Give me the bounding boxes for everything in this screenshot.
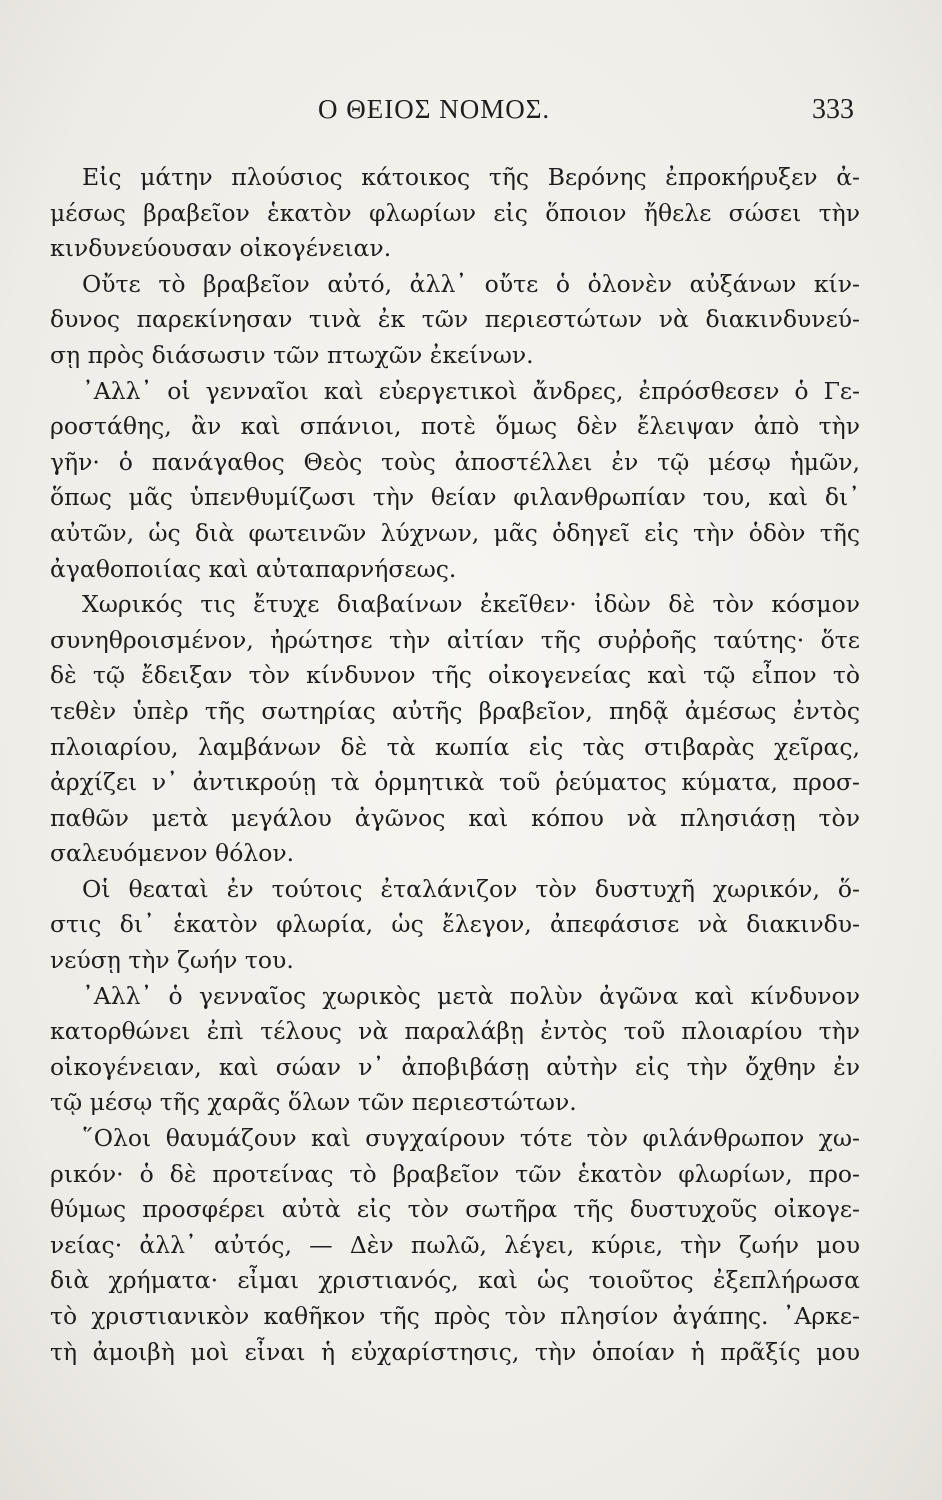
text-line: ὅπως μᾶς ὑπενθυμίζωσι τὴν θείαν φιλανθρωπίαν του, καὶ δι᾽ bbox=[50, 483, 860, 512]
page-header bbox=[0, 94, 942, 134]
text-line: ᾽Αλλ᾽ ὁ γενναῖος χωρικὸς μετὰ πολὺν ἀγῶνα καὶ κίνδυνον bbox=[82, 981, 860, 1010]
text-line: τὴ ἀμοιβὴ μοὶ εἶναι ἡ εὐχαρίστησις, τὴν ὁποίαν ἡ πρᾶξίς μου bbox=[50, 1337, 860, 1366]
text-line: γῆν· ὁ πανάγαθος Θεὸς τοὺς ἀποστέλλει ἐν τῷ μέσῳ ἡμῶν, bbox=[50, 447, 860, 476]
text-line: Οὔτε τὸ βραβεῖον αὐτό, ἀλλ᾽ οὔτε ὁ ὁλονὲν αὐξάνων κίν- bbox=[82, 269, 860, 298]
text-line: ἀρχίζει ν᾽ ἀντικρούῃ τὰ ὁρμητικὰ τοῦ ῥεύματος κύματα, προσ- bbox=[50, 768, 860, 797]
text-line: αὐτῶν, ὡς διὰ φωτεινῶν λύχνων, μᾶς ὁδηγεῖ εἰς τὴν ὁδὸν τῆς bbox=[50, 518, 860, 547]
text-line: Οἱ θεαταὶ ἐν τούτοις ἐταλάνιζον τὸν δυστυχῆ χωρικόν, ὅ- bbox=[82, 874, 860, 903]
text-line: Εἰς μάτην πλούσιος κάτοικος τῆς Βερόνης ἐπροκήρυξεν ἀ- bbox=[82, 163, 860, 191]
text-line: κατορθώνει ἐπὶ τέλους νὰ παραλάβῃ ἐντὸς τοῦ πλοιαρίου τὴν bbox=[50, 1017, 860, 1046]
text-line: Χωρικός τις ἔτυχε διαβαίνων ἐκεῖθεν· ἰδὼν δὲ τὸν κόσμον bbox=[82, 590, 860, 619]
text-line: τεθὲν ὑπὲρ τῆς σωτηρίας αὐτῆς βραβεῖον, πηδᾷ ἀμέσως ἐντὸς bbox=[50, 696, 860, 725]
text-line: ἀγαθοποιίας καὶ αὐταπαρνήσεως. bbox=[50, 554, 457, 583]
text-line: ρικόν· ὁ δὲ προτείνας τὸ βραβεῖον τῶν ἑκατὸν φλωρίων, προ- bbox=[50, 1159, 860, 1188]
text-line: ροστάθης, ἂν καὶ σπάνιοι, ποτὲ ὅμως δὲν ἔλειψαν ἀπὸ τὴν bbox=[50, 412, 860, 441]
text-line: ῞Ολοι θαυμάζουν καὶ συγχαίρουν τότε τὸν φιλάνθρωπον χω- bbox=[82, 1124, 860, 1153]
text-line: θύμως προσφέρει αὐτὰ εἰς τὸν σωτῆρα τῆς δυστυχοῦς οἰκογε- bbox=[50, 1195, 860, 1224]
text-line: τῷ μέσῳ τῆς χαρᾶς ὅλων τῶν περιεστώτων. bbox=[50, 1088, 577, 1117]
text-line: δυνος παρεκίνησαν τινὰ ἐκ τῶν περιεστώτων νὰ διακινδυνεύ- bbox=[50, 305, 860, 334]
text-line: μέσως βραβεῖον ἑκατὸν φλωρίων εἰς ὅποιον ἤθελε σώσει τὴν bbox=[50, 198, 860, 227]
text-line: στις δι᾽ ἑκατὸν φλωρία, ὡς ἔλεγον, ἀπεφάσισε νὰ διακινδυ- bbox=[50, 910, 860, 939]
text-line: διὰ χρήματα· εἶμαι χριστιανός, καὶ ὡς τοιοῦτος ἐξεπλήρωσα bbox=[50, 1266, 860, 1295]
text-line: δὲ τῷ ἔδειξαν τὸν κίνδυνον τῆς οἰκογενείας καὶ τῷ εἶπον τὸ bbox=[50, 661, 860, 690]
text-line: πλοιαρίου, λαμβάνων δὲ τὰ κωπία εἰς τὰς στιβαρὰς χεῖρας, bbox=[50, 732, 860, 761]
text-line: σῃ πρὸς διάσωσιν τῶν πτωχῶν ἐκείνων. bbox=[50, 340, 534, 369]
text-line: κινδυνεύουσαν οἰκογένειαν. bbox=[50, 234, 392, 263]
text-line: τὸ χριστιανικὸν καθῆκον τῆς πρὸς τὸν πλησίον ἀγάπης. ᾽Αρκε- bbox=[50, 1302, 860, 1330]
page-number: 333 bbox=[812, 94, 854, 125]
text-line: συνηθροισμένον, ἠρώτησε τὴν αἰτίαν τῆς συῤῥοῆς ταύτης· ὅτε bbox=[50, 625, 860, 654]
text-line: ᾽Αλλ᾽ οἱ γενναῖοι καὶ εὐεργετικοὶ ἄνδρες, ἐπρόσθεσεν ὁ Γε- bbox=[82, 376, 860, 405]
text-line: σαλευόμενον θόλον. bbox=[50, 839, 295, 868]
text-line: παθῶν μετὰ μεγάλου ἀγῶνος καὶ κόπου νὰ πλησιάσῃ τὸν bbox=[50, 803, 860, 832]
text-line: οἰκογένειαν, καὶ σώαν ν᾽ ἀποβιβάσῃ αὐτὴν εἰς τὴν ὄχθην ἐν bbox=[50, 1052, 860, 1081]
running-title: Ο ΘΕΙΟΣ ΝΟΜΟΣ. bbox=[318, 94, 551, 124]
text-line: νεύσῃ τὴν ζωήν του. bbox=[50, 946, 294, 975]
text-line: νείας· ἀλλ᾽ αὐτός, — Δὲν πωλῶ, λέγει, κύριε, τὴν ζωήν μου bbox=[50, 1230, 860, 1259]
body-text bbox=[50, 160, 860, 1370]
